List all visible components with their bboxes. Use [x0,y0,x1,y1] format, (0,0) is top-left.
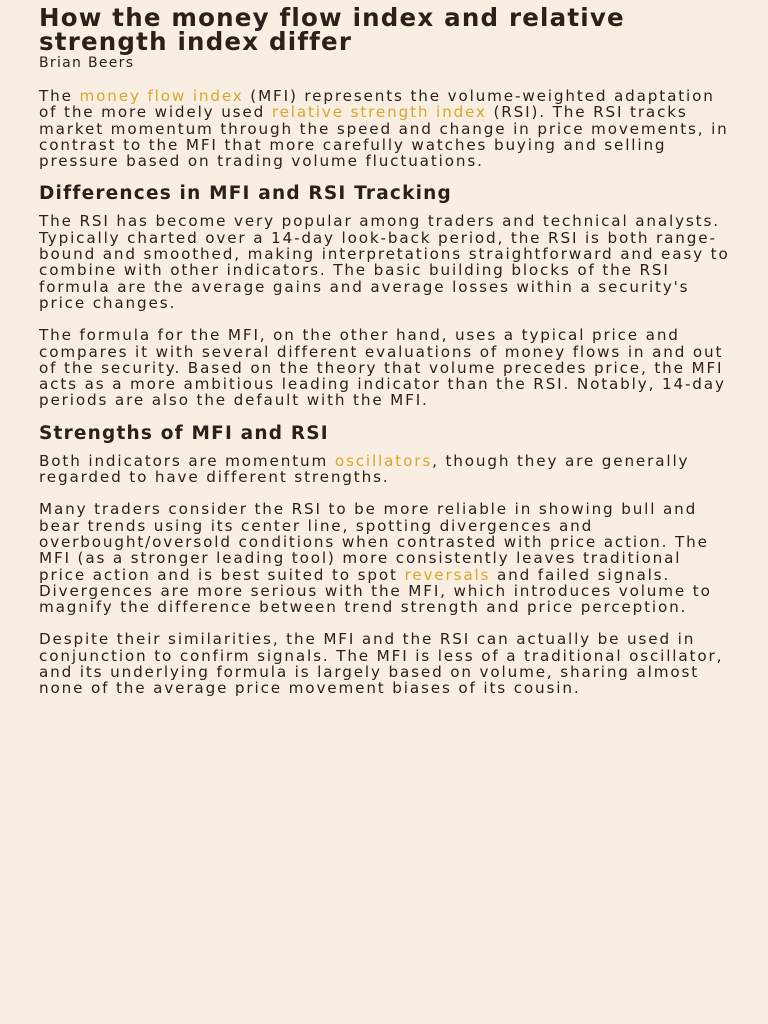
article-title: How the money flow index and relative strength index differ [39,3,625,56]
link-money-flow-index[interactable]: money flow index [79,87,244,105]
strengths-p1-text-1: Both indicators are momentum [39,451,335,470]
strengths-paragraph-2 [39,501,730,615]
intro-paragraph [39,88,730,169]
section-heading-differences: Differences in MFI and RSI Tracking [39,183,452,205]
link-oscillators[interactable]: oscillators [334,451,433,470]
strengths-paragraph-1 [39,453,730,486]
differences-paragraph-2: The formula for the MFI, on the other hand, uses a typical price and compares it with several different evaluations of money flows in and out of the security. Based on the theory that volume precedes price, the MFI acts as a more ambitious leading indicator than the RSI. Notably, 14-day periods are also the default with the MFI. [39,326,726,410]
link-reversals[interactable]: reversals [404,565,491,584]
article-author: Brian Beers [39,55,135,71]
intro-text-1: The [39,87,80,105]
strengths-p2-text-1: Many traders consider the RSI to be more reliable in showing bull and bear trends using its center line, spotting divergences and overbought/oversold conditions when contrasted with price action. The MFI (as a stronger leading tool) more consistently leaves traditional price action and is best suited to spot [39,500,709,584]
strengths-paragraph-3: Despite their similarities, the MFI and the RSI can actually be used in conjunction to confirm signals. The MFI is less of a traditional oscillator, and its underlying formula is largely based on volume, sharing almost none of the average price movement biases of its cousin. [39,630,724,698]
strengths-p1-text-2: , though they are generally regarded to have different strengths. [39,451,690,487]
differences-paragraph-1: The RSI has become very popular among traders and technical analysts. Typically charted over a 14-day look-back period, the RSI is both range-bound and smoothed, making interpretations straightforward and easy to combine with other indicators. The basic building blocks of the RSI formula are the average gains and average losses within a security's price changes. [39,212,730,312]
strengths-p2-text-2: and failed signals. Divergences are more serious with the MFI, which introduces volume to magnify the difference between trend strength and price perception. [39,565,712,617]
intro-text-2: (MFI) represents the volume-weighted adaptation of the more widely used [39,87,715,122]
link-relative-strength-index[interactable]: relative strength index [271,103,487,122]
intro-text-3: (RSI). The RSI tracks market momentum through the speed and change in price movements, in contrast to the MFI that more carefully watches buying and selling pressure based on trading volume fluctuations. [39,103,729,171]
section-heading-strengths: Strengths of MFI and RSI [39,422,329,444]
